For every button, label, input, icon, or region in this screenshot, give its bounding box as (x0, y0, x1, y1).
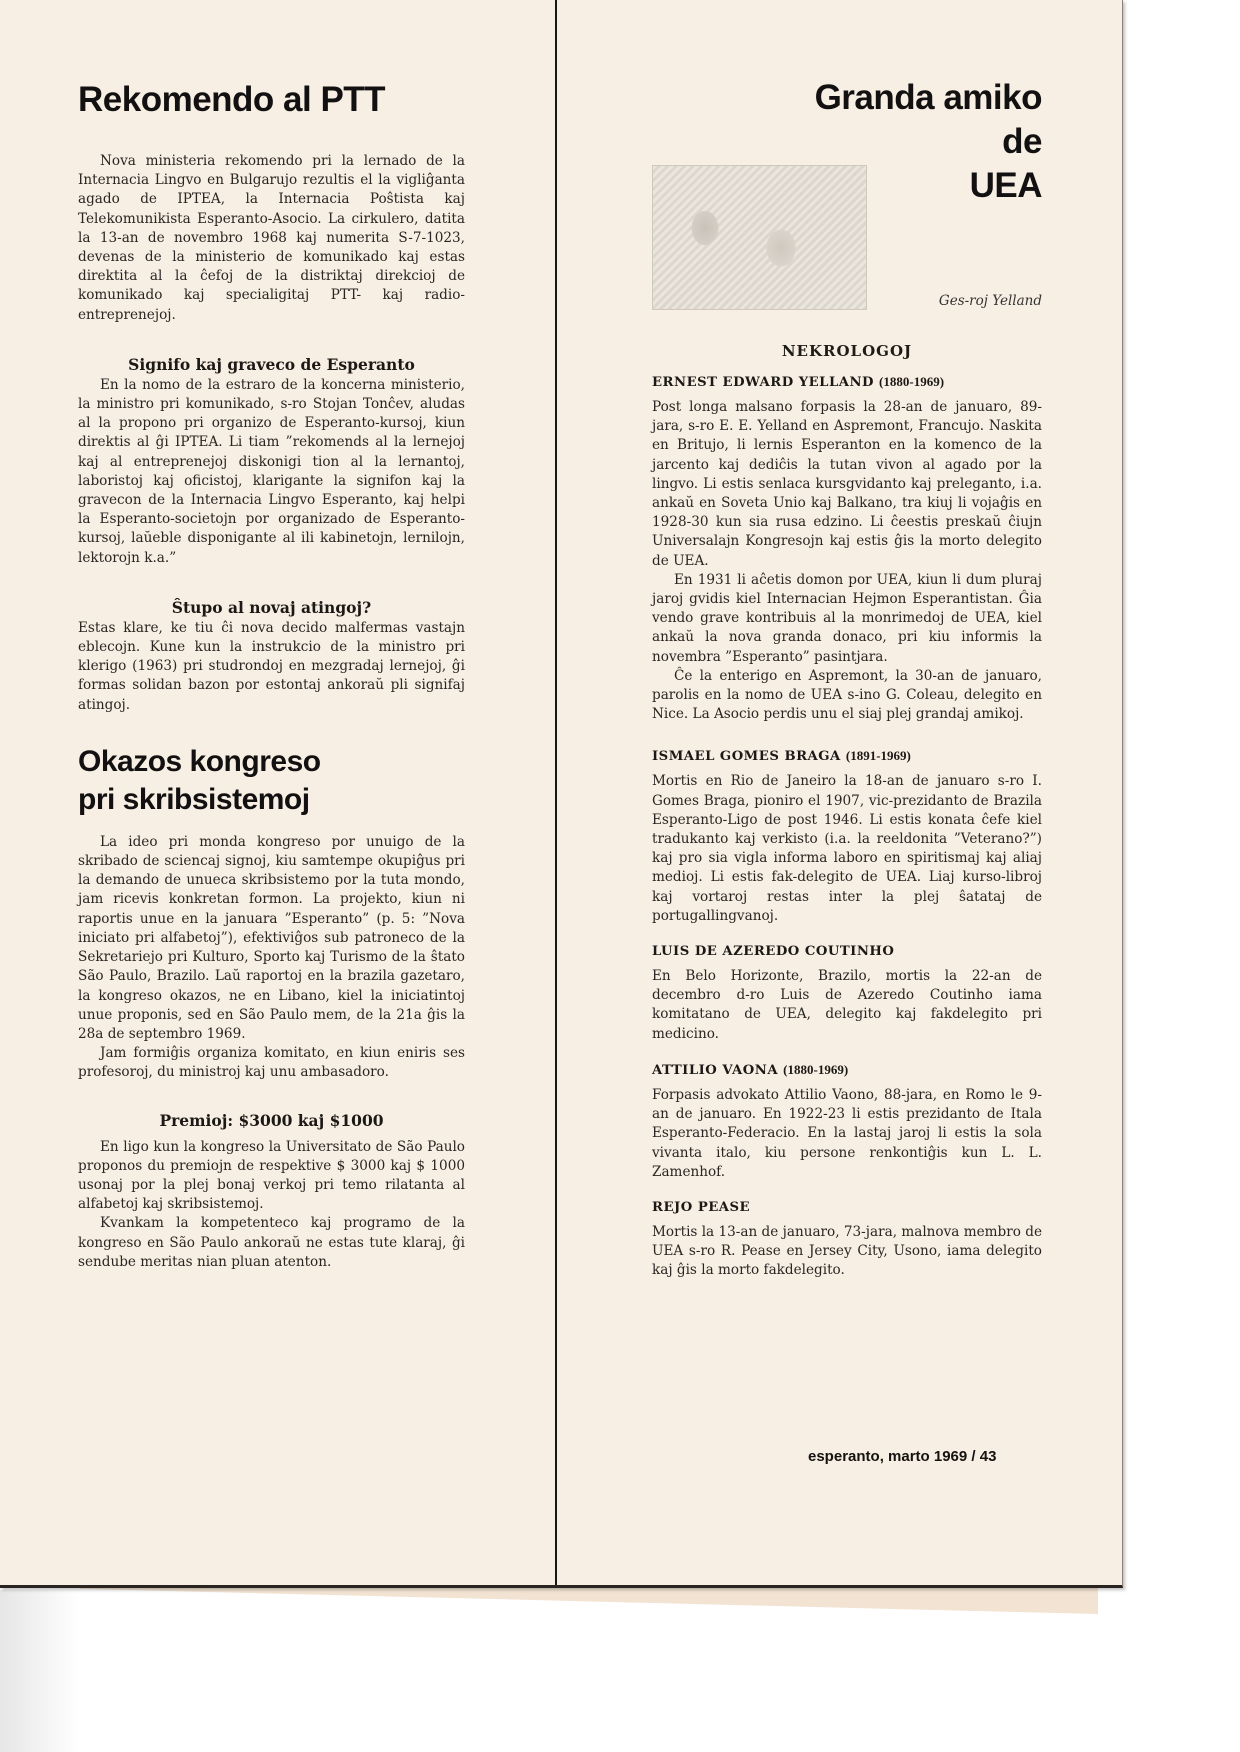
paragraph: En ligo kun la kongreso la Universitato de São Paulo proponos du premiojn de respektive $ 3000 kaj $ 1000 usonaj por la plej bonaj verkoj pri temo rilatanta al alfabetoj kaj skribsistemoj. (78, 1138, 465, 1213)
obituary-name (652, 944, 1042, 959)
name: ERNEST EDWARD YELLAND (652, 375, 874, 390)
obituary-vaona (652, 1062, 1042, 1182)
obituary-name (652, 1062, 1042, 1078)
paragraph: Post longa malsano forpasis la 28-an de januaro, 89-jara, s-ro E. E. Yelland en Aspremont, Francujo. Naskita en Britujo, li lernis Esperanton en la komenco de la jarcento kaj dediĉis la tutan vivon al agado por la lingvo. Li estis senlaca kursgvidanto kaj preleganto, i.a. ankaŭ en Soveta Unio kaj Balkano, tra kiuj li vojaĝis en 1928-30 kun sia rusa edzino. Li ĉeestis preskaŭ ĉiujn Universalajn Kongresojn kaj estis ĝis la morto delegito de UEA. (652, 399, 1042, 569)
paragraph: Forpasis advokato Attilio Vaono, 88-jara, en Romo le 9-an de januaro. En 1922-23 li estis prezidanto de Itala Esperanto-Federacio. En la lastaj jaroj li estis la sola vivanta italo, kiu persone renkontiĝis kun L. L. Zamenhof. (652, 1086, 1042, 1180)
title-line: Granda amiko (814, 78, 1042, 117)
article-title-rekomendo: Rekomendo al PTT (78, 80, 386, 119)
subheading-stupo: Ŝtupo al novaj atingoj? (171, 597, 372, 617)
photo-caption: Ges-roj Yelland (938, 293, 1042, 309)
paragraph: Mortis en Rio de Janeiro la 18-an de januaro s-ro I. Gomes Braga, pioniro el 1907, vic-prezidanto de Brazila Esperanto-Ligo de post 1946. Li estis konata ĉefe kiel tradukanto kaj verkisto (i.a. la reeldonita ”Veterano?”) kaj pro sia vigla informa laboro en spiritismaj kaj aliaj medioj. Li estis fak-delegito de UEA. Liaj kurso-libroj kaj vortaroj restas inter la plej ŝatataj de portugallingvanoj. (652, 773, 1042, 924)
article-rekomendo-body (78, 152, 465, 715)
years: (1880-1969) (783, 1061, 849, 1077)
subheading-premioj: Premioj: $3000 kaj $1000 (159, 1110, 384, 1130)
obituaries-section (652, 342, 1042, 1281)
subheading-signifo: Signifo kaj graveco de Esperanto (128, 354, 415, 374)
paragraph: Estas klare, ke tiu ĉi nova decido malfermas vastajn eblecojn. Kune kun la instrukcio de la ministro pri klerigo (1963) pri studrondoj en mezgradaj lernejoj, ĝi formas solidan bazon por estontaj ankoraŭ pli signifaj atingoj. (78, 619, 465, 713)
left-column (78, 70, 465, 1272)
scan-background-shadow (0, 1590, 80, 1752)
title-line: UEA (969, 166, 1042, 205)
title-line: pri skribsistemoj (78, 782, 310, 816)
title-line: de (1002, 122, 1042, 161)
obituary-name (652, 374, 1042, 390)
photo-yelland-couple (652, 165, 867, 310)
paragraph: En la nomo de la estraro de la koncerna ministerio, la ministro pri komunikado, s-ro Stojan Tonĉev, aludas al la propono pri organizo de Esperanto-kursoj, kiun direktis al ĝi IPTEA. Li tiam ”rekomends al la lernejoj kaj al entreprenejoj diskonigi tion al la lernantoj, laboristoj kaj oficistoj, klarigante la signifon kaj la gravecon de la Internacia Lingvo Esperanto, kaj helpi la Esperanto-societojn por organizado de Esperanto-kursoj, laŭeble disponigante al ili kabinetojn, lernilojn, lektorojn k.a.” (78, 376, 465, 566)
paragraph: Ĉe la enterigo en Aspremont, la 30-an de januaro, parolis en la nomo de UEA s-ino G. Coleau, delegito en Nice. La Asocio perdis unu el siaj plej grandaj amikoj. (652, 667, 1042, 723)
paragraph: Mortis la 13-an de januaro, 73-jara, malnova membro de UEA s-ro R. Pease en Jersey City, Usono, iama delegito kaj ĝis la morto fakdelegito. (652, 1223, 1042, 1279)
obituary-yelland (652, 374, 1042, 724)
paragraph: En 1931 li aĉetis domon por UEA, kiun li dum pluraj jaroj gvidis kiel Internacian Hejmon Esperantistan. Ĝia vendo grave kontribuis al la monrimedoj de UEA, kiel ankaŭ la nova granda donaco, pri kiu informis la novembra ”Esperanto” pasintjara. (652, 571, 1042, 665)
article-title-okazos (78, 743, 465, 819)
title-line: Okazos kongreso (78, 744, 321, 778)
paragraph: Nova ministeria rekomendo pri la lernado de la Internacia Lingvo en Bulgarujo rezultis el la vigliĝanta agado de IPTEA, la Internacia Poŝtista kaj Telekomunikista Esperanto-Asocio. La cirkulero, datita la 13-an de novembro 1968 kaj numerita S-7-1023, devenas de la ministerio de komunikado kaj estas direktita al la ĉefoj de la distriktaj direkcioj de komunikado kaj specialigitaj PTT- kaj radio-entreprenejoj. (78, 153, 465, 323)
paragraph: Kvankam la kompetenteco kaj programo de la kongreso en São Paulo ankoraŭ ne estas tute klaraj, ĝi sendube meritas nian pluan atenton. (78, 1215, 465, 1270)
obituary-name (652, 1200, 1042, 1215)
paragraph: Jam formiĝis organiza komitato, en kiun eniris ses profesoroj, du ministroj kaj unu ambasadoro. (78, 1045, 465, 1081)
paragraph: La ideo pri monda kongreso por unuigo de la skribado de sciencaj signoj, kiu samtempe okupiĝus pri la demando de unueca skribsistemo por la tuta mondo, jam ricevis konkretan formon. La projekto, kiun ni raportis unue en la januara ”Esperanto” (p. 5: ”Nova iniciato pri alfabetoj”), efektiviĝos sub patroneco de la Sekretariejo pri Kulturo, Sporto kaj Turismo de la ŝtato São Paulo, Brazilo. Laŭ raportoj en la brazila gazetaro, la kongreso okazos, ne en Libano, kiel la iniciatintoj unue proponis, sed en São Paulo mem, de la 21a ĝis la 28a de septembro 1969. (78, 833, 465, 1042)
article-okazos-body (78, 833, 465, 1272)
obituary-name (652, 748, 1042, 764)
years: (1880-1969) (879, 374, 945, 389)
years: (1891-1969) (845, 748, 911, 764)
name: ATTILIO VAONA (652, 1062, 779, 1078)
column-divider (555, 0, 557, 1585)
page-footer: esperanto, marto 1969 / 43 (808, 1448, 997, 1465)
paragraph: En Belo Horizonte, Brazilo, mortis la 22-an de decembro d-ro Luis de Azeredo Coutinho iama komitatano de UEA, delegito kaj fakdelegito pri medicino. (652, 968, 1042, 1042)
obituary-pease (652, 1200, 1042, 1281)
obituary-coutinho (652, 944, 1042, 1044)
underlying-page-edge (80, 1586, 1098, 1614)
name: LUIS DE AZEREDO COUTINHO (652, 944, 895, 960)
name: REJO PEASE (652, 1199, 751, 1215)
name: ISMAEL GOMES BRAGA (652, 749, 841, 765)
obituary-braga (652, 748, 1042, 926)
section-heading-nekrologoj: NEKROLOGOJ (781, 342, 913, 360)
